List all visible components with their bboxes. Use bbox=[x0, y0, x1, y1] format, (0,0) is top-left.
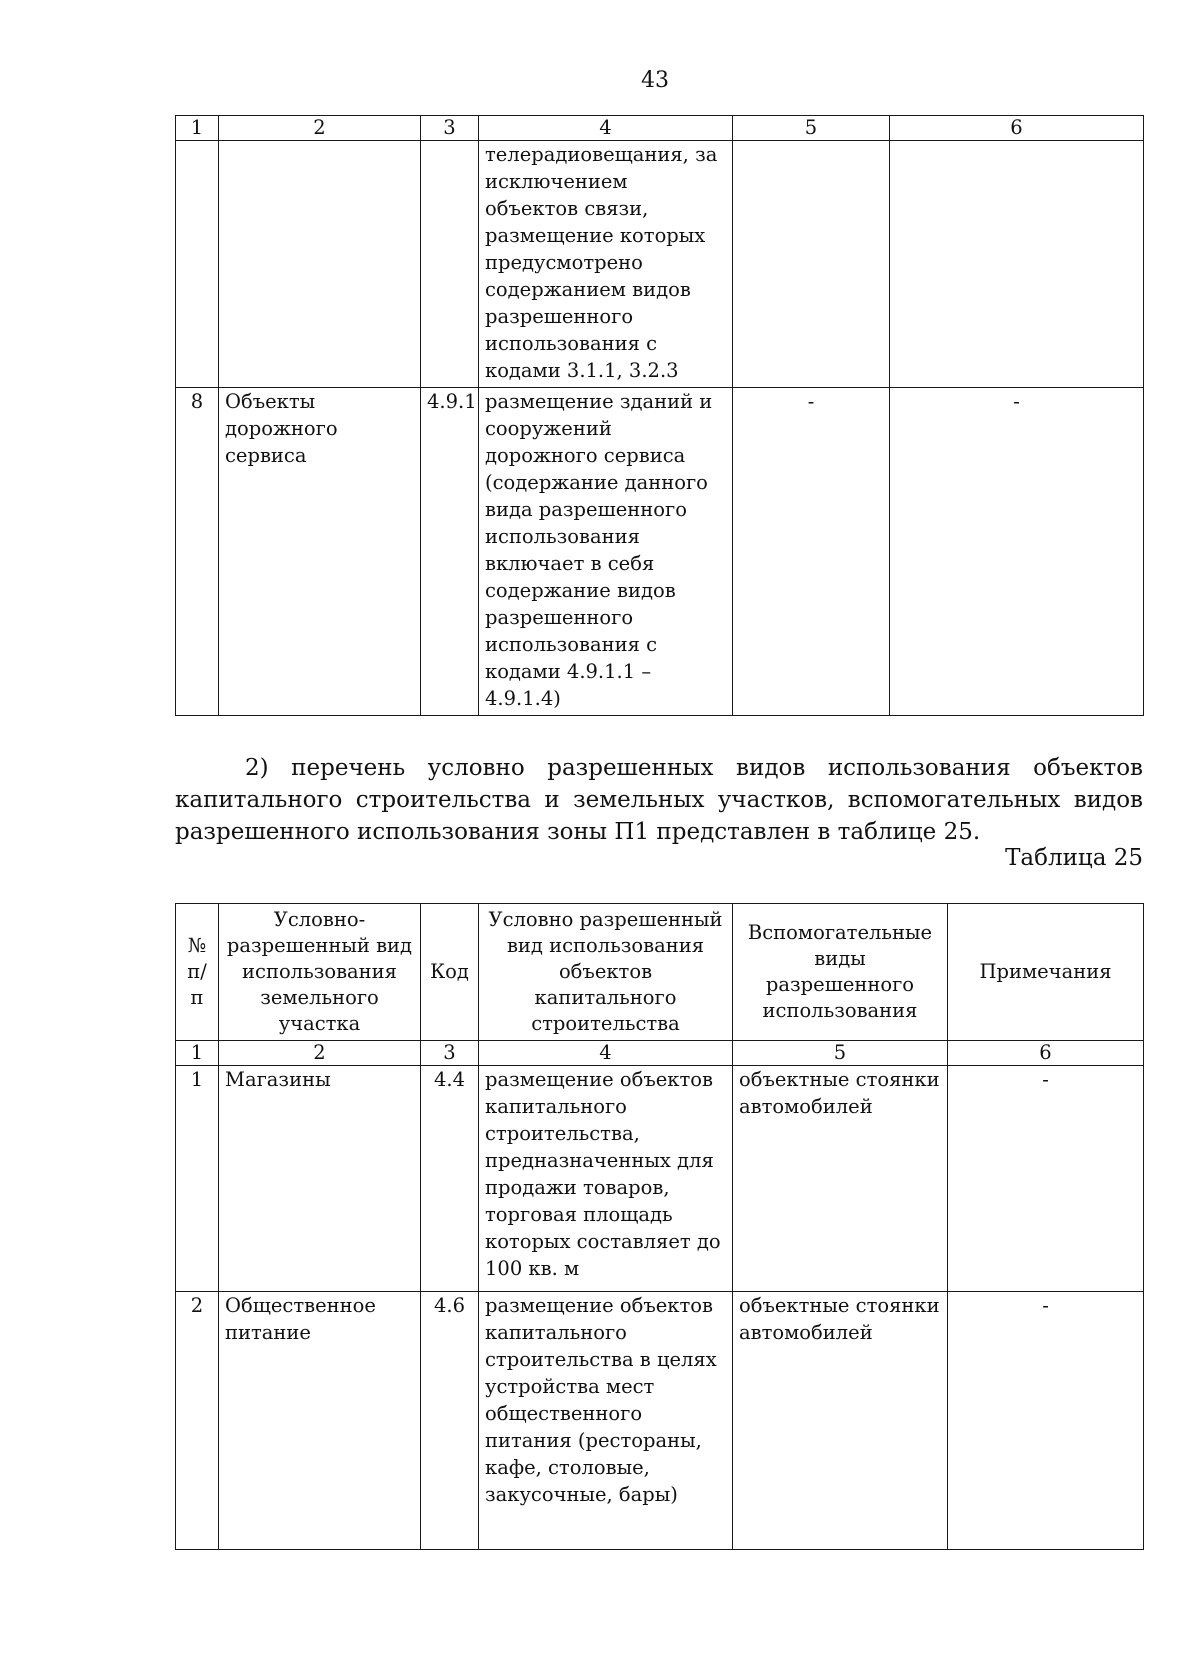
header-notes: Примечания bbox=[948, 904, 1144, 1041]
table-row bbox=[176, 1292, 1144, 1550]
use-name-cell: Объекты дорожного сервиса bbox=[219, 388, 421, 716]
notes-cell: - bbox=[890, 388, 1144, 716]
column-number: 1 bbox=[176, 116, 219, 141]
column-number: 3 bbox=[421, 1041, 479, 1066]
land-use-table-continued bbox=[175, 115, 1144, 716]
header-auxiliary: Вспомогательные виды разрешенного использования bbox=[733, 904, 948, 1041]
auxiliary-cell: - bbox=[733, 388, 890, 716]
code-cell bbox=[421, 141, 479, 388]
column-number: 1 bbox=[176, 1041, 219, 1066]
table-caption: Таблица 25 bbox=[1005, 845, 1143, 871]
notes-cell: - bbox=[948, 1292, 1144, 1550]
column-number: 6 bbox=[948, 1041, 1144, 1066]
header-capital-use: Условно разрешенный вид использования объектов капитального строительства bbox=[479, 904, 733, 1041]
use-name-cell: Магазины bbox=[219, 1066, 421, 1292]
description-cell: размещение объектов капитального строительства, предназначенных для продажи товаров, торговая площадь которых составляет до 100 кв. м bbox=[479, 1066, 733, 1292]
body-paragraph: 2) перечень условно разрешенных видов использования объектов капитального строительства и земельных участков, вспомогательных видов разрешенного использования зоны П1 представлен в таблице 25. bbox=[175, 755, 1143, 845]
notes-cell bbox=[890, 141, 1144, 388]
column-number-row bbox=[176, 1041, 1144, 1066]
description-cell: размещение объектов капитального строительства в целях устройства мест общественного питания (рестораны, кафе, столовые, закусочные, бары) bbox=[479, 1292, 733, 1550]
header-land-use: Условно-разрешенный вид использования земельного участка bbox=[219, 904, 421, 1041]
column-number: 2 bbox=[219, 1041, 421, 1066]
column-number: 4 bbox=[479, 116, 733, 141]
column-number: 2 bbox=[219, 116, 421, 141]
page-number: 43 bbox=[641, 68, 669, 93]
use-name-cell: Общественное питание bbox=[219, 1292, 421, 1550]
row-number-cell bbox=[176, 141, 219, 388]
row-number-cell: 2 bbox=[176, 1292, 219, 1550]
auxiliary-cell bbox=[733, 141, 890, 388]
row-number-cell: 8 bbox=[176, 388, 219, 716]
column-number: 4 bbox=[479, 1041, 733, 1066]
column-number: 5 bbox=[733, 116, 890, 141]
notes-cell: - bbox=[948, 1066, 1144, 1292]
column-number: 5 bbox=[733, 1041, 948, 1066]
code-cell: 4.4 bbox=[421, 1066, 479, 1292]
auxiliary-cell: объектные стоянки автомобилей bbox=[733, 1066, 948, 1292]
conditional-use-table bbox=[175, 903, 1144, 1550]
column-number: 6 bbox=[890, 116, 1144, 141]
description-cell: размещение зданий и сооружений дорожного сервиса (содержание данного вида разрешенного использования включает в себя содержание видов разрешенного использования с кодами 4.9.1.1 – 4.9.1.4) bbox=[479, 388, 733, 716]
header-number: № п/п bbox=[176, 904, 219, 1041]
row-number-cell: 1 bbox=[176, 1066, 219, 1292]
table-row bbox=[176, 388, 1144, 716]
column-number-row bbox=[176, 116, 1144, 141]
header-code: Код bbox=[421, 904, 479, 1041]
header-row bbox=[176, 904, 1144, 1041]
auxiliary-cell: объектные стоянки автомобилей bbox=[733, 1292, 948, 1550]
table-row bbox=[176, 141, 1144, 388]
column-number: 3 bbox=[421, 116, 479, 141]
table-row bbox=[176, 1066, 1144, 1292]
code-cell: 4.6 bbox=[421, 1292, 479, 1550]
description-cell: телерадиовещания, за исключением объектов связи, размещение которых предусмотрено содержанием видов разрешенного использования с кодами 3.1.1, 3.2.3 bbox=[479, 141, 733, 388]
use-name-cell bbox=[219, 141, 421, 388]
code-cell: 4.9.1 bbox=[421, 388, 479, 716]
